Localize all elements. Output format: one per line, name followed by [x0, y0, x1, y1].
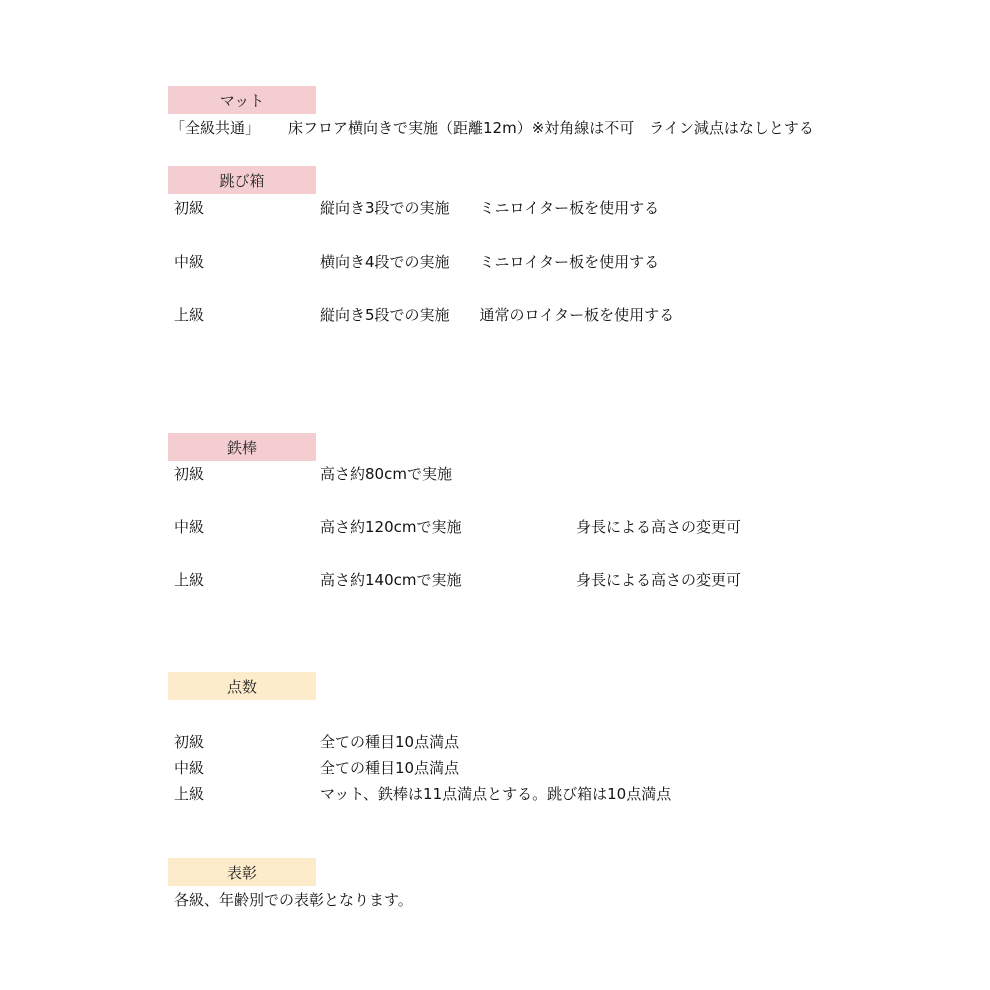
bar-level-advanced: 上級: [174, 571, 205, 589]
score-level-intermediate: 中級: [174, 759, 205, 777]
award-text: 各級、年齢別での表彰となります。: [174, 891, 413, 909]
score-desc-beginner: 全ての種目10点満点: [320, 733, 460, 751]
score-desc-advanced: マット、鉄棒は11点満点とする。跳び箱は10点満点: [320, 785, 672, 803]
vault-desc-intermediate: 横向き4段での実施 ミニロイター板を使用する: [320, 253, 660, 271]
section-header-mat: マット: [168, 86, 316, 114]
bar-level-intermediate: 中級: [174, 518, 205, 536]
vault-level-beginner: 初級: [174, 199, 205, 217]
vault-level-intermediate: 中級: [174, 253, 205, 271]
section-header-bar: 鉄棒: [168, 433, 316, 461]
bar-desc-intermediate: 高さ約120cmで実施: [320, 518, 462, 536]
vault-level-advanced: 上級: [174, 306, 205, 324]
bar-level-beginner: 初級: [174, 465, 205, 483]
bar-note-advanced: 身長による高さの変更可: [576, 571, 742, 589]
score-level-advanced: 上級: [174, 785, 205, 803]
vault-desc-advanced: 縦向き5段での実施 通常のロイター板を使用する: [320, 306, 675, 324]
section-header-score: 点数: [168, 672, 316, 700]
vault-desc-beginner: 縦向き3段での実施 ミニロイター板を使用する: [320, 199, 660, 217]
mat-scope: 「全級共通」: [170, 119, 261, 137]
bar-desc-advanced: 高さ約140cmで実施: [320, 571, 462, 589]
section-header-vault: 跳び箱: [168, 166, 316, 194]
bar-note-intermediate: 身長による高さの変更可: [576, 518, 742, 536]
score-level-beginner: 初級: [174, 733, 205, 751]
section-header-award: 表彰: [168, 858, 316, 886]
bar-desc-beginner: 高さ約80cmで実施: [320, 465, 452, 483]
score-desc-intermediate: 全ての種目10点満点: [320, 759, 460, 777]
mat-rule: 床フロア横向きで実施（距離12m）※対角線は不可 ライン減点はなしとする: [288, 119, 814, 137]
